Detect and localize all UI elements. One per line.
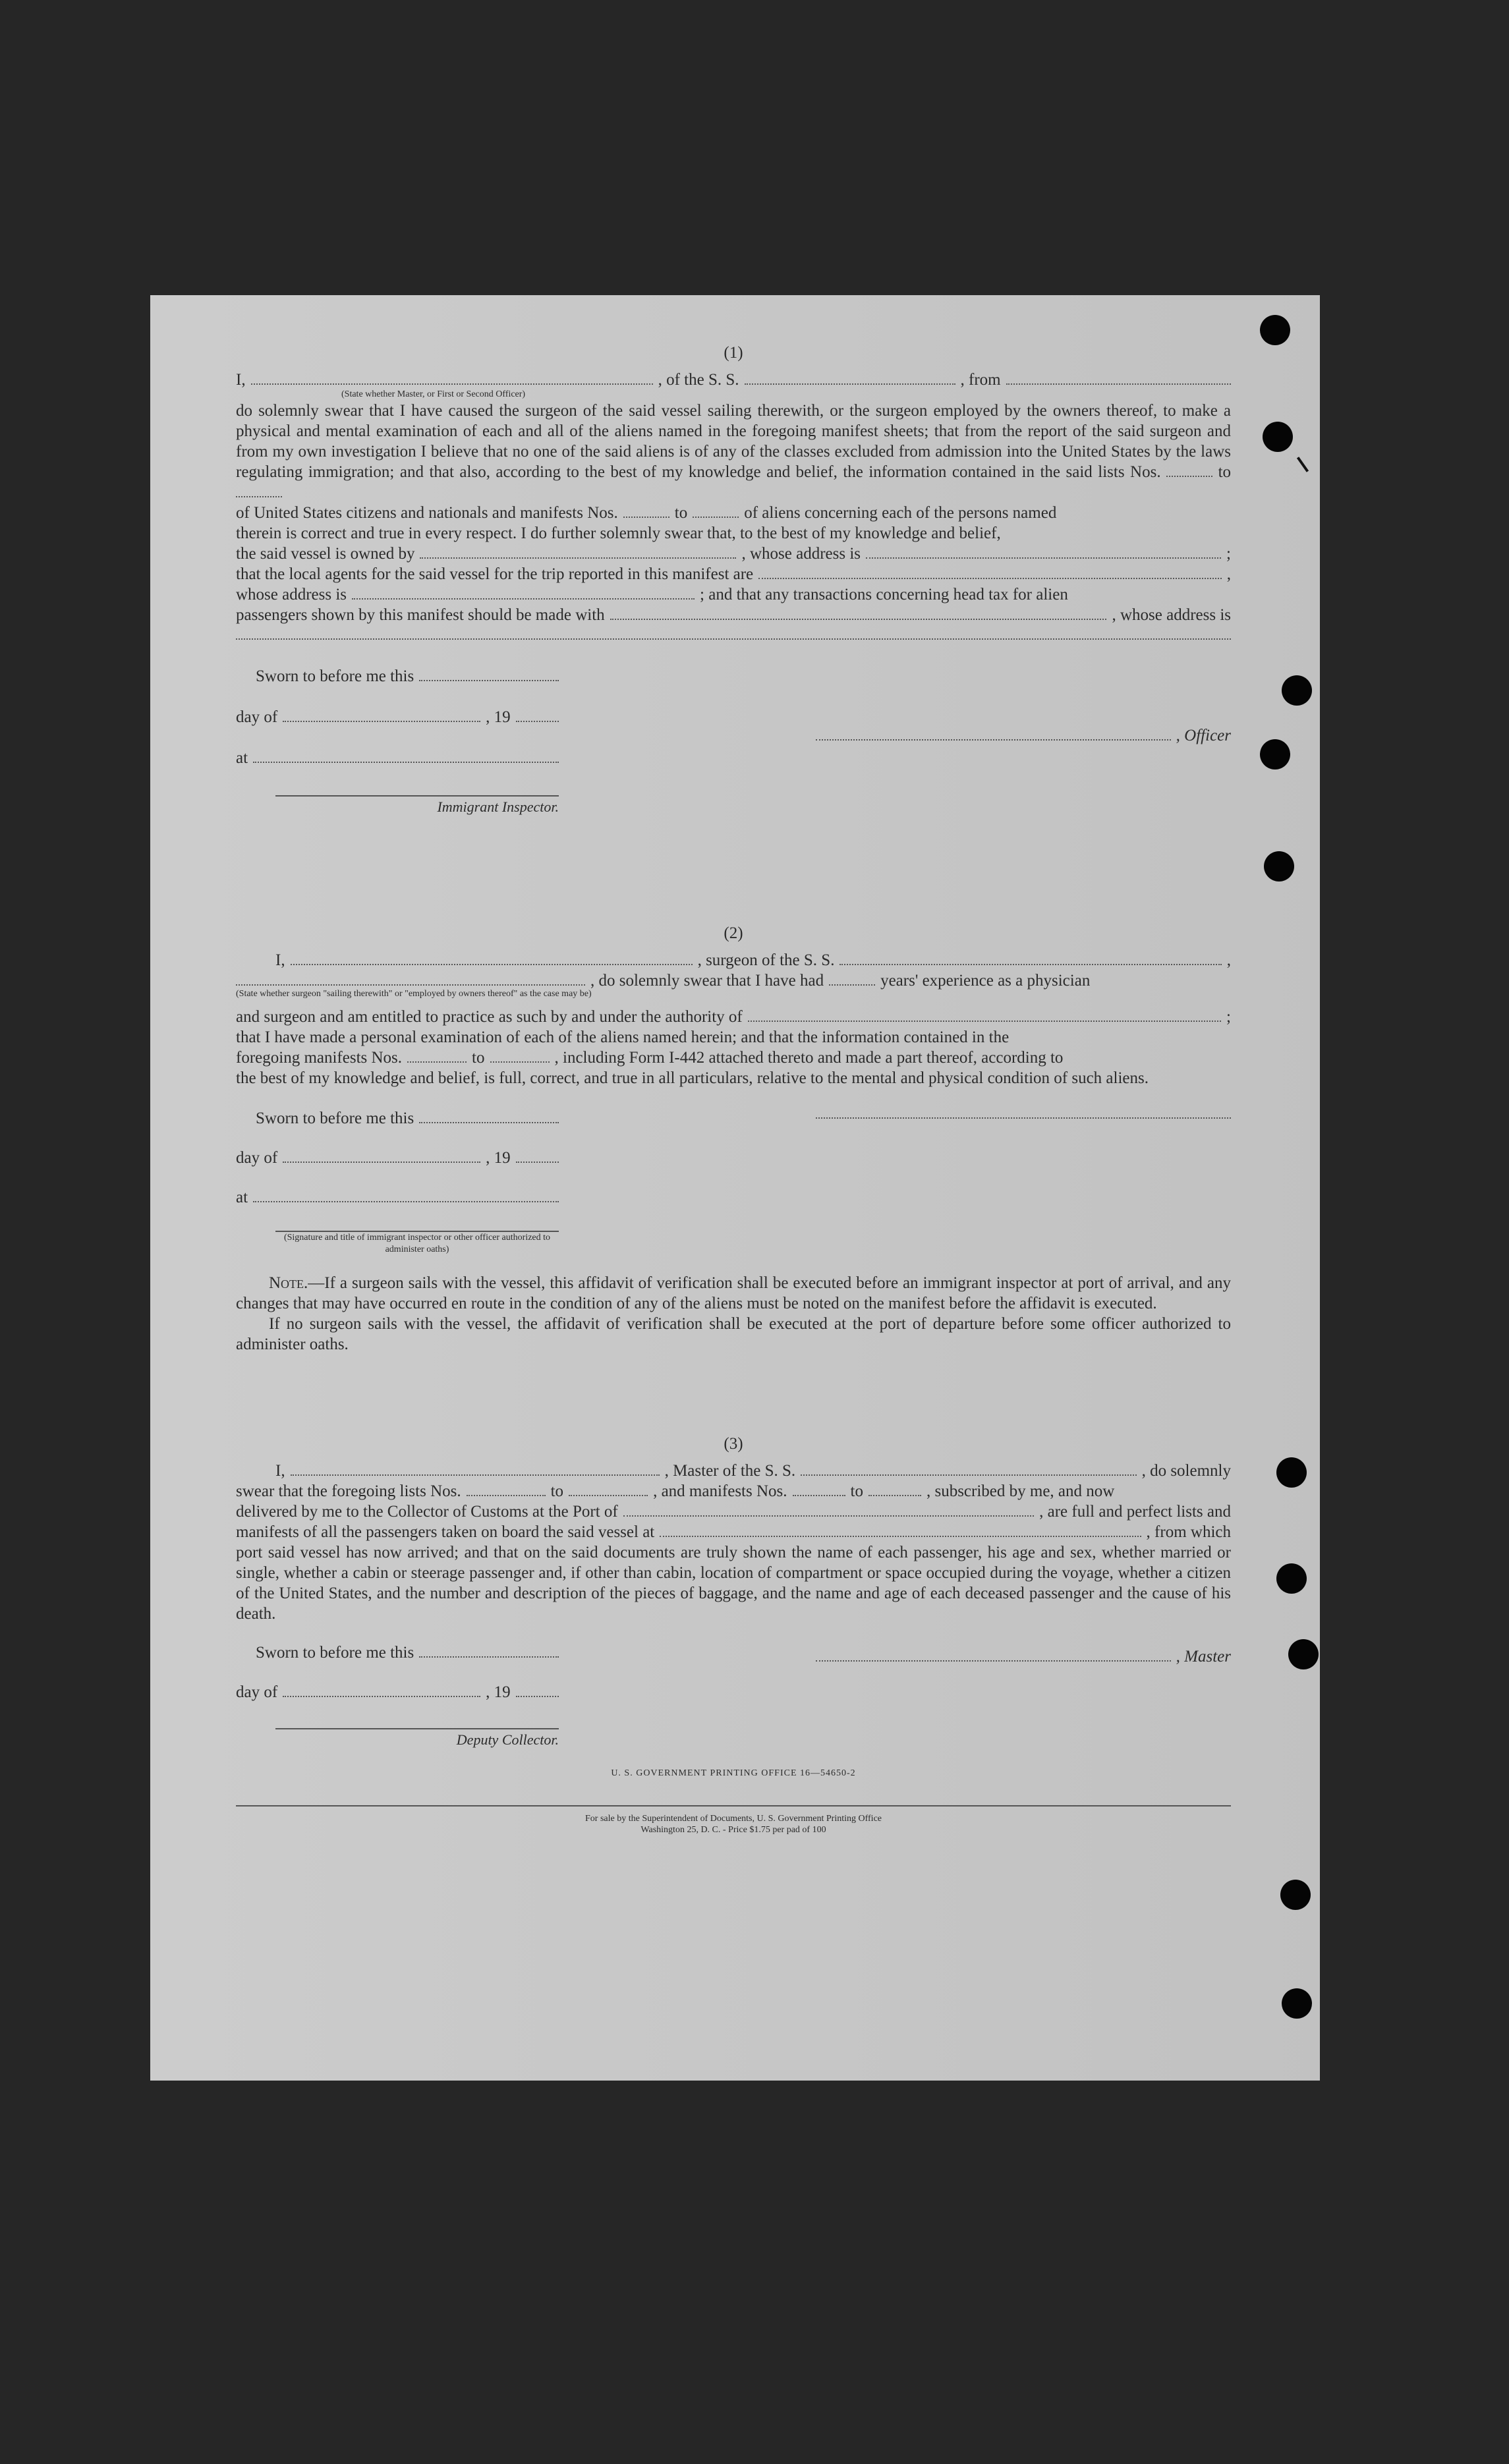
s2-day-of: day of [236,1149,278,1167]
sale-line-2: Washington 25, D. C. - Price $1.75 per pad of 100 [641,1825,826,1835]
binder-hole [1264,851,1294,882]
s3-month-field[interactable] [283,1683,480,1697]
s1-sworn: Sworn to before me this [256,667,414,685]
binder-hole [1276,1563,1307,1594]
s2-note-label: Note. [269,1274,308,1292]
s1-to1: to [1218,463,1232,481]
s1-inspector-label: Immigrant Inspector. [437,798,559,815]
s3-ship-field[interactable] [801,1461,1136,1476]
s2-surgeon-signature-field[interactable] [816,1117,1231,1119]
s1-text-a: do solemnly swear that I have caused the surgeon of the said vessel sailing therewith, or the surgeon employed by the owners thereof, to make a physical and mental examination of each and all of the aliens named in the foregoing manifest sheets; that from the report of the said surgeon and from my own investigation I believe that no one of the said aliens is of any of the classes excluded from admission into the United States by the laws regulating immigration; and that also, according to the best of my knowledge and belief, the information contained in the said lists Nos. [236,402,1231,481]
s1-whose-addr: , whose address is [741,545,861,563]
s2-note-1-text: —If a surgeon sails with the vessel, this affidavit of verification shall be executed before an immigrant inspector at port of arrival, and any changes that may have occurred en route in the condition of any of the aliens must be noted on the manifest before the affidavit is executed. [236,1274,1231,1312]
s3-name-field[interactable] [291,1461,660,1476]
s2-note-1 [236,1273,1231,1314]
s3-full: , are full and perfect lists and [1039,1503,1231,1521]
s3-sworn-date-field[interactable] [419,1643,559,1658]
s1-manifest-from-field[interactable] [623,503,669,518]
form-page [150,295,1320,2081]
s1-lists-to-field[interactable] [236,483,282,497]
s1-officer-label: , Officer [1176,727,1231,744]
gpo-code: U. S. GOVERNMENT PRINTING OFFICE 16—54650-2 [611,1768,856,1778]
s1-agents: that the local agents for the said vessel for the trip reported in this manifest are [236,565,754,583]
binder-hole [1280,1880,1311,1910]
s1-year-field[interactable] [516,708,559,722]
s1-passengers: passengers shown by this manifest should be made with [236,606,605,624]
footer-rule [236,1805,1231,1806]
s1-from: , from [960,371,1001,389]
s3-to2: to [850,1482,863,1500]
s2-sworn-date-field[interactable] [419,1109,559,1123]
binder-hole [1260,739,1290,770]
section-2-number: (2) [724,924,743,942]
s3-from-which: , from which [1146,1523,1231,1541]
s1-of-ss: , of the S. S. [658,371,739,389]
s3-manifest-to-field[interactable] [868,1482,921,1496]
s1-agents-address-field[interactable] [352,585,695,600]
s1-day-of: day of [236,708,278,726]
s1-at: at [236,749,248,767]
s3-manifests-of: manifests of all the passengers taken on board the said vessel at [236,1523,655,1541]
s2-month-field[interactable] [283,1148,480,1163]
s1-of-us: of United States citizens and nationals and manifests Nos. [236,504,618,522]
s3-master-signature-field[interactable] [816,1647,1171,1662]
s3-year: , 19 [486,1683,511,1701]
binder-hole [1282,675,1312,706]
s2-ship-field[interactable] [840,951,1221,965]
s2-manifest-to-field[interactable] [490,1048,550,1063]
s2-text-a: that I have made a personal examination of each of the aliens named herein; and that the information contained in the [236,1028,1010,1046]
s3-swear: swear that the foregoing lists Nos. [236,1482,461,1500]
s3-sworn-block [236,1642,1231,1768]
s3-year-field[interactable] [516,1683,559,1697]
s1-of-aliens: of aliens concerning each of the persons named [744,504,1057,522]
s1-text-b: therein is correct and true in every respect. I do further solemnly swear that, to the best of my knowledge and belief, [236,524,1001,542]
s3-lists-to-field[interactable] [569,1482,648,1496]
sale-line-1: For sale by the Superintendent of Documents, U. S. Government Printing Office [585,1814,882,1824]
s1-owner-address-field[interactable] [866,544,1221,559]
s3-master-label: , Master [1176,1648,1231,1666]
s1-whose-addr2: whose address is [236,586,347,603]
s2-foregoing: foregoing manifests Nos. [236,1049,403,1067]
s2-text-c: the best of my knowledge and belief, is full, correct, and true in all particulars, relative to the mental and physical condition of such aliens. [236,1069,1149,1087]
s2-year: , 19 [486,1149,511,1167]
s2-to: to [472,1049,485,1067]
s3-sworn: Sworn to before me this [256,1644,414,1662]
s1-owned: the said vessel is owned by [236,545,415,563]
s1-year: , 19 [486,708,511,726]
s3-manifests: , and manifests Nos. [653,1482,787,1500]
s2-year-field[interactable] [516,1148,559,1163]
s2-text-b: , including Form I-442 attached thereto and made a part thereof, according to [554,1049,1064,1067]
s2-sworn: Sworn to before me this [256,1109,414,1127]
s1-i: I, [236,371,246,389]
s1-lists-from-field[interactable] [1166,462,1212,477]
s1-ship-field[interactable] [745,370,955,385]
s1-head-tax: ; and that any transactions concerning head tax for alien [700,586,1068,603]
s2-sworn-block [236,1108,1231,1273]
binder-hole [1263,422,1293,452]
s2-status-field[interactable] [236,971,585,986]
s3-to1: to [550,1482,564,1500]
s2-status-note: (State whether surgeon "sailing therewith" or "employed by owners thereof" as the case may be) [236,989,592,999]
s1-officer-signature-field[interactable] [816,726,1171,741]
s2-years: years' experience as a physician [880,972,1091,990]
s2-inspector-signature [275,1231,559,1256]
binder-hole [1276,1457,1307,1488]
s2-place-field[interactable] [253,1188,559,1202]
s3-port-field[interactable] [623,1502,1034,1517]
form-content: (1) I, , of the S. S. , from (State whether Master, or First or Second Officer) do solemnly swear that I have caused the surgeon of the said vessel sailing therewith, or the surgeon employed by the owners thereof, to make a physical and mental examination of each and all of the aliens named in the foregoing manifest sheets; that from the report of the said surgeon and from my own investigation I believe that no one of the said aliens is of any of the classes excluded from admission into the United States by the laws regulating immigration; and that also, according to the best of my knowledge and belief, the information contained in the said lists Nos. to of United States citizens and nationals and manifests Nos. to of aliens concerning each of the persons named therein is correct and true in every respect. I do further solemnly swear that, to the best of my knowledge and belief, the said vessel is owned by , whose address is ; that the local agents for the said vessel for the trip reported in this manifest are , whose address is ; and that any transactions concerning head tax for alien passengers shown by this manifest should be made with , whose address is Sworn to before me this day of , 19 at , Officer Immigrant Inspector. (2) I, , surgeon of the S. S. , , do solemnly swear that I have had years' experience as a physician (State whether surgeon "sailing therewith" or "employed by owners thereof" as the case may be) and surgeon and am entitled to practice as such by and under the authority of ; that I have made a personal examination of each of the aliens named herein; and that the information contained in the foregoing manifests Nos. to , including Form I-442 attached thereto and made a part thereof, according to the best of my knowledge and belief, is full, correct, and true in all particulars, relative to the mental and physical condition of such aliens. Sworn to before me this day of , 19 at (Signature and title of immigrant inspector or other officer authorized to administer oaths) Note.—If a surgeon sails with the vessel, this affidavit of verification shall be executed before an immigrant inspector at port of arrival, and any changes that may have occurred en route in the condition of any of the aliens must be noted on the manifest before the affidavit is executed. If no surgeon sails with the vessel, the affidavit of verification shall be executed at the port of departure before some officer authorized to administer oaths. (3) I, , Master of the S. S. , do solemnly swear that the foregoing lists Nos. to , and manifests Nos. to , subscribed by me, and now delivered by me to the Collector of Customs at the Port of , are full and perfect lists and manifests of all the passengers taken on board the said vessel at , from which port said vessel has now arrived; and that on the said documents are truly shown the name of each passenger, his age and sex, whether married or single, whether a cabin or steerage passenger and, if other than cabin, location of compartment or space occupied during the voyage, whether a citizen of the United States, and the number and description of the pieces of baggage, and the name and age of each deceased passenger and the cause of his death. Sworn to before me this , Master day of , 19 Deputy Collector. U. S. GOVERNMENT PRINTING OFFICE 16—54650-2 For sale by the Superintendent of Documents, U. S. Government Printing Office Washington 25, D. C. - Price $1.75 per pad of 100 [236,344,1232,1835]
s2-authority-field[interactable] [748,1007,1221,1022]
s3-collector-signature [275,1728,559,1750]
s2-i: I, [275,951,285,969]
binder-hole [1282,1988,1312,2019]
s1-name-field[interactable] [251,370,653,385]
s1-agents-field[interactable] [758,565,1222,579]
s1-to2: to [674,504,688,522]
s1-place-field[interactable] [253,748,559,763]
s3-manifest-from-field[interactable] [793,1482,845,1496]
s1-paragraph-a [236,401,1231,503]
s2-name-field[interactable] [291,951,693,965]
s3-delivered: delivered by me to the Collector of Customs at the Port of [236,1503,618,1521]
s1-rank-note: (State whether Master, or First or Second Officer) [341,389,526,399]
s2-authority: and surgeon and am entitled to practice as such by and under the authority of [236,1008,743,1026]
s1-sworn-date-field[interactable] [419,667,559,681]
s1-manifest-to-field[interactable] [693,503,739,518]
s3-lists-from-field[interactable] [467,1482,546,1496]
s3-master-of: , Master of the S. S. [664,1462,796,1480]
s2-at: at [236,1189,248,1206]
s3-day-of: day of [236,1683,278,1701]
s3-do-solemnly: , do solemnly [1141,1462,1231,1480]
s2-do-swear: , do solemnly swear that I have had [590,972,824,990]
s2-sig-note: (Signature and title of immigrant inspector or other officer authorized to administer oaths) [283,1233,551,1254]
binder-hole [1260,315,1290,345]
s1-owner-field[interactable] [420,544,736,559]
binder-hole [1288,1639,1319,1669]
s2-surgeon-of: , surgeon of the S. S. [697,951,835,969]
s1-sworn-block [236,659,1231,851]
s2-note-2: If no surgeon sails with the vessel, the affidavit of verification shall be executed at the port of departure before some officer authorized to administer oaths. [236,1315,1231,1353]
s1-tax-contact-field[interactable] [610,605,1107,620]
s2-years-field[interactable] [829,971,875,986]
s1-inspector-signature [275,795,559,817]
s3-text-a: port said vessel has now arrived; and that on the said documents are truly shown the name of each passenger, his age and sex, whether married or single, whether a cabin or steerage passenger and, if other than cabin, location of compartment or space occupied during the voyage, whether a citizen of the United States, and the number and description of the pieces of baggage, and the name and age of each deceased passenger and the cause of his death. [236,1544,1231,1623]
s1-month-field[interactable] [283,708,480,722]
s3-i: I, [275,1462,285,1480]
s3-boarding-port-field[interactable] [660,1523,1141,1537]
s1-from-field[interactable] [1006,370,1231,385]
s1-tax-address-field[interactable] [236,625,1231,640]
s1-whose-addr3: , whose address is [1112,606,1231,624]
section-1-number: (1) [724,344,743,362]
section-3-number: (3) [724,1435,743,1453]
s2-manifest-from-field[interactable] [407,1048,467,1063]
s3-collector-label: Deputy Collector. [456,1731,559,1748]
s3-subscribed: , subscribed by me, and now [926,1482,1115,1500]
